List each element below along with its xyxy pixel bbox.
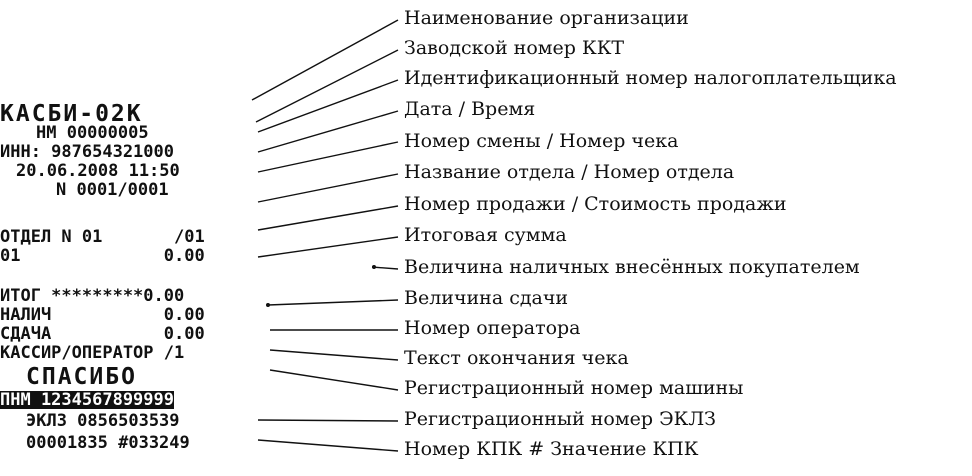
receipt-inn: ИНН: 987654321000 [0, 142, 174, 162]
leader-line-15 [258, 440, 398, 451]
leader-line-12 [270, 350, 398, 360]
receipt-datetime: 20.06.2008 11:50 [16, 161, 180, 181]
annotation-sale: Номер продажи / Стоимость продажи [404, 193, 787, 215]
receipt-kpk: 00001835 #033249 [26, 433, 190, 453]
annotation-date-time: Дата / Время [404, 98, 536, 120]
receipt-operator: КАССИР/ОПЕРАТОР /1 [0, 343, 185, 363]
annotation-end-text: Текст окончания чека [404, 347, 629, 369]
leader-line-10 [268, 300, 398, 305]
leader-line-6 [258, 174, 398, 202]
leader-line-7 [258, 206, 398, 230]
receipt-reg-number: ПНМ 1234567899999 [0, 390, 174, 410]
leader-line-13 [270, 370, 398, 390]
annotation-change: Величина сдачи [404, 287, 569, 309]
leader-dot-2 [266, 303, 270, 307]
receipt-kkt-number: НМ 00000005 [36, 123, 149, 143]
annotation-org-name: Наименование организации [404, 7, 689, 29]
annotation-department: Название отдела / Номер отдела [404, 161, 735, 183]
receipt-title: КАСБИ-02К [0, 101, 143, 127]
receipt-eklz: ЭКЛЗ 0856503539 [26, 411, 180, 431]
receipt-thanks: СПАСИБО [26, 364, 137, 390]
annotation-reg-number: Регистрационный номер машины [404, 377, 744, 399]
receipt-total: ИТОГ *********0.00 [0, 286, 185, 306]
receipt-shift-check: N 0001/0001 [56, 180, 169, 200]
receipt-department: ОТДЕЛ N 01 /01 [0, 227, 205, 247]
annotation-kpk: Номер КПК # Значение КПК [404, 438, 699, 460]
annotation-total: Итоговая сумма [404, 224, 567, 246]
annotation-shift-check: Номер смены / Номер чека [404, 130, 679, 152]
leader-line-14 [258, 420, 398, 421]
receipt-cash: НАЛИЧ 0.00 [0, 305, 205, 325]
annotation-eklz: Регистрационный номер ЭКЛЗ [404, 408, 717, 430]
leader-line-3 [258, 80, 398, 132]
annotation-operator: Номер оператора [404, 317, 581, 339]
annotation-kkt-number: Заводской номер ККТ [404, 37, 625, 59]
annotation-taxpayer-id: Идентификационный номер налогоплательщика [404, 67, 897, 89]
leader-dot-1 [372, 265, 376, 269]
annotation-cash: Величина наличных внесённых покупателем [404, 256, 860, 278]
receipt-sale: 01 0.00 [0, 246, 205, 266]
leader-line-8 [258, 237, 398, 257]
receipt-change: СДАЧА 0.00 [0, 324, 205, 344]
